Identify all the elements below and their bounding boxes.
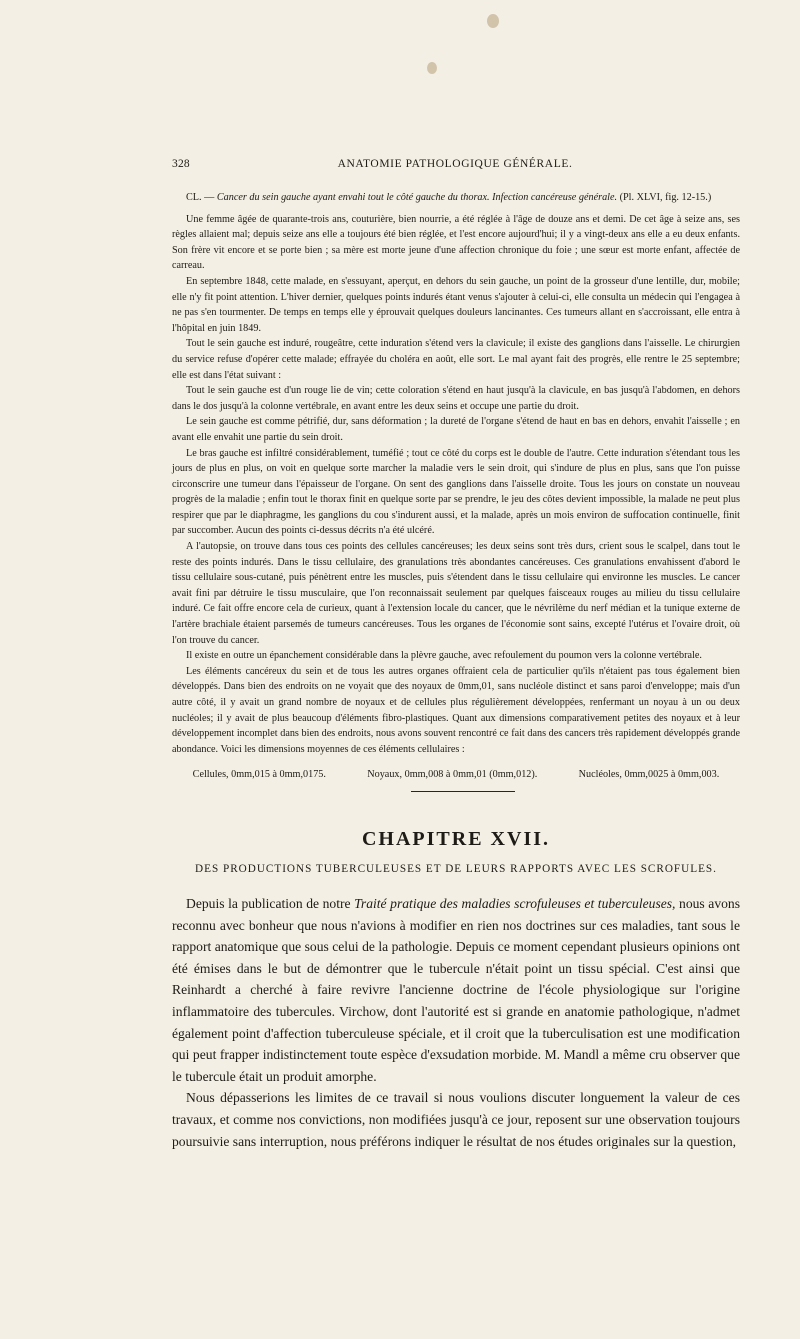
case-observation: [172, 190, 740, 783]
text-run: nous avons reconnu avec bonheur que nous n'avions à modifier en rien nos doctrines sur ces maladies, tant sous le rapport anatomique que sous celui de la pathologie. Depuis ce moment cependant plusieurs opinions ont été émises dans le but de démontrer que le tubercule n'était point un tissu spécial. C'est ainsi que Reinhardt a cherché à faire revivre l'ancienne doctrine de l'école physiologique sur l'origine inflammatoire des tubercules. Virchow, dont l'autorité est si grande en anatomie pathologique, n'admet également point d'affection tuberculeuse spéciale, et il croit que la tuberculisation est une modification qui peut frapper indistinctement toute espèce d'exsudation morbide. M. Mandl a même cru observer que le tubercule était un produit amorphe.: [172, 896, 740, 1084]
measurements-line: [172, 767, 740, 783]
paragraph: Les éléments cancéreux du sein et de tous les autres organes offraient cela de particulier qu'ils n'étaient pas tous également bien développés. Dans bien des endroits on ne voyait que des noyaux de 0mm,01, sans nucléole distinct et sans paroi d'enveloppe; mais d'un autre côté, il y avait un grand nombre de noyaux et de cellules plus régulièrement développées, renfermant un noyau à un ou deux nucléoles; il y avait de plus beaucoup d'éléments fibro-plastiques. Quant aux dimensions comparativement petites des noyaux et à leur développement incomplet dans bien des endroits, nous avons souvent rencontré ce fait dans des cancers très rapidement développés grande abondance. Voici les dimensions moyennes de ces éléments cellulaires :: [172, 665, 740, 755]
chapter-title: CHAPITRE XVII.: [361, 828, 551, 850]
page-number: 328: [172, 158, 190, 170]
chapter-paragraph: [172, 893, 740, 1087]
case-reference: (Pl. XLVI, fig. 12-15.): [619, 192, 712, 203]
paragraph: Tout le sein gauche est induré, rougeâtre, cette induration s'étend vers la clavicule; il existe des ganglions dans l'aisselle. Le chirurgien du service refuse d'opérer cette malade; effrayée du choléra en août, elle sort. Le mal ayant fait des progrès, elle rentre le 25 septembre; elle est dans l'état suivant :: [172, 338, 740, 381]
case-heading: [172, 190, 740, 206]
measure-cells: Cellules, 0mm,015 à 0mm,0175.: [192, 769, 326, 781]
chapter-body: [172, 893, 740, 1152]
section-divider: [411, 791, 515, 792]
paragraph: Le sein gauche est comme pétrifié, dur, sans déformation ; la dureté de l'organe s'étend de haut en bas en dehors, envahit l'aisselle ; en avant elle envahit une partie du sein droit.: [172, 416, 740, 443]
paragraph: A l'autopsie, on trouve dans tous ces points des cellules cancéreuses; les deux seins sont très durs, crient sous le scalpel, dans tout le reste des points indurés. Dans le tissu cellulaire, des granulations très abondantes cancéreuses. Ces granulations envahissent d'abord le tissu cellulaire sous-cutané, puis pénètrent entre les muscles, puis s'étendent dans le tissu cellulaire qui environne les muscles. Le cancer avait fini par détruire le tissu musculaire, que l'on reconnaissait seulement par quelques faisceaux rouges au milieu du tissu cellulaire induré. Ce fait offre encore cela de curieux, quant à l'extension locale du cancer, que le névrilème du nerf médian et la tunique externe de l'artère brachiale étaient parsemés de tumeurs cancéreuses. Tous les organes de l'économie sont sains, excepté l'utérus et l'ovaire droit, où l'on trouve du cancer.: [172, 541, 740, 646]
case-title: Cancer du sein gauche ayant envahi tout le côté gauche du thorax. Infection cancéreuse générale.: [216, 192, 618, 203]
running-title: ANATOMIE PATHOLOGIQUE GÉNÉRALE.: [337, 158, 573, 170]
paper-stain: [487, 14, 499, 28]
paragraph: Une femme âgée de quarante-trois ans, couturière, bien nourrie, a été réglée à l'âge de douze ans et demi. De cet âge à seize ans, ses règles allaient mal; depuis seize ans elle a toujours été bien réglée, et l'est encore aujourd'hui; il y a vingt-deux ans elle a eu deux enfants. Son frère vit encore et se porte bien ; sa mère est morte jeune d'une affection chronique du foie ; une sœur est morte enfant, affectée de carreau.: [172, 213, 740, 272]
paragraph: Il existe en outre un épanchement considérable dans la plèvre gauche, avec refoulement du poumon vers la colonne vertébrale.: [186, 650, 702, 662]
measure-nucleoli: Nucléoles, 0mm,0025 à 0mm,003.: [578, 769, 720, 781]
chapter-subtitle: DES PRODUCTIONS TUBERCULEUSES ET DE LEURS RAPPORTS AVEC LES SCROFULES.: [195, 863, 717, 875]
paragraph: Tout le sein gauche est d'un rouge lie de vin; cette coloration s'étend en haut jusqu'à la clavicule, en bas jusqu'à l'abdomen, en dehors dans le dos jusqu'à la colonne vertébrale, en avant entre les deux seins et occupe une partie du droit.: [172, 385, 740, 412]
text-run: Nous dépasserions les limites de ce travail si nous voulions discuter longuement la valeur de ces travaux, et comme nos convictions, non modifiées jusqu'à ce jour, reposent sur une observation toujours poursuivie sans interruption, nous préférons indiquer le résultat de nos études originales sur la question,: [172, 1090, 740, 1149]
book-title-italic: Traité pratique des maladies scrofuleuses et tuberculeuses,: [354, 896, 676, 911]
paragraph: Le bras gauche est infiltré considérablement, tuméfié ; tout ce côté du corps est le double de l'autre. Cette induration s'étendant tous les jours de plus en plus, on voit en quelque sorte marcher la maladie vers le sein droit, qui s'indure de plus en plus, sans que l'on puisse circonscrire une tumeur dans l'épaisseur de l'organe. On sent des ganglions dans l'aisselle droite. Tous les jours on constate un nouveau progrès de la maladie ; enfin tout le thorax finit en quelque sorte par se prendre, le jeu des côtes devient impossible, la malade ne peut plus respirer que par le diaphragme, les ganglions du cou s'indurent aussi, et la malade, après un mois environ de suffocation continuelle, finit par succomber. Aucun des points ci-dessus décrits n'a été ulcéré.: [172, 447, 740, 537]
text-run: Depuis la publication de notre: [186, 896, 355, 911]
paragraph: En septembre 1848, cette malade, en s'essuyant, aperçut, en dehors du sein gauche, un point de la grosseur d'une lentille, dur, mobile; elle n'y fit point attention. L'hiver dernier, quelques points indurés étant venus s'ajouter à celui-ci, elle consulta un médecin qui l'engagea à ne pas s'en tourmenter. De temps en temps elle y éprouvait quelques douleurs lancinantes. Ces tumeurs allant en s'accroissant, elle entra à l'hôpital en juin 1849.: [172, 275, 740, 334]
measure-nuclei: Noyaux, 0mm,008 à 0mm,01 (0mm,012).: [367, 769, 538, 781]
paper-stain: [427, 62, 437, 74]
case-number: CL. —: [186, 192, 215, 203]
chapter-paragraph: [172, 1087, 740, 1152]
